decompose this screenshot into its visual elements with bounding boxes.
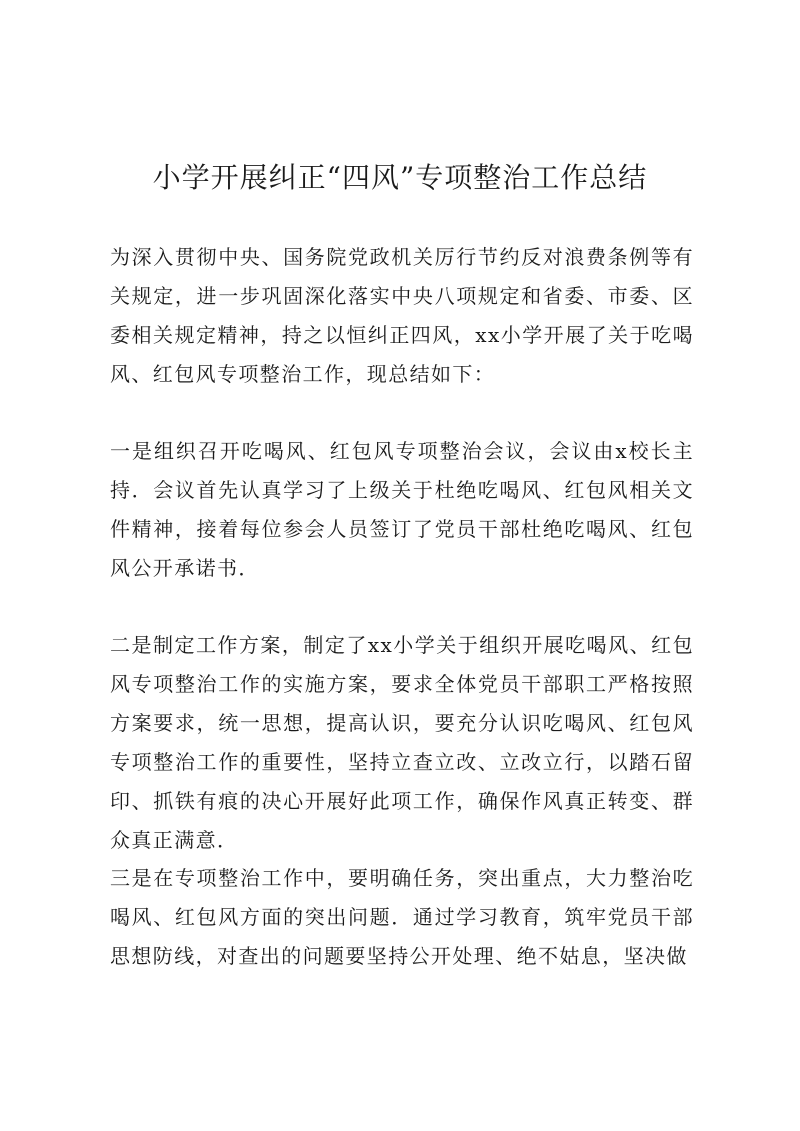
paragraph-intro: 为深入贯彻中央、国务院党政机关厉行节约反对浪费条例等有关规定，进一步巩固深化落实中央八项规定和省委、市委、区委相关规定精神，持之以恒纠正四风，xx小学开展了关于吃喝风、红包风专项整治工作，现总结如下： xyxy=(110,245,694,386)
paragraph-second-point: 二是制定工作方案，制定了xx小学关于组织开展吃喝风、红包风专项整治工作的实施方案，要求全体党员干部职工严格按照方案要求，统一思想，提高认识，要充分认识吃喝风、红包风专项整治工作的重要性，坚持立查立改、立改立行，以踏石留印、抓铁有痕的决心开展好此项工作，确保作风真正转变、群众真正满意． xyxy=(110,633,694,852)
paragraph-first-point: 一是组织召开吃喝风、红包风专项整治会议，会议由x校长主持．会议首先认真学习了上级关于杜绝吃喝风、红包风相关文件精神，接着每位参会人员签订了党员干部杜绝吃喝风、红包风公开承诺书． xyxy=(110,439,694,580)
document-title: 小学开展纠正“四风”专项整治工作总结 xyxy=(152,161,648,194)
paragraph-third-point: 三是在专项整治工作中，要明确任务，突出重点，大力整治吃喝风、红包风方面的突出问题．通过学习教育，筑牢党员干部思想防线，对查出的问题要坚持公开处理、绝不姑息，坚决做 xyxy=(110,866,694,968)
